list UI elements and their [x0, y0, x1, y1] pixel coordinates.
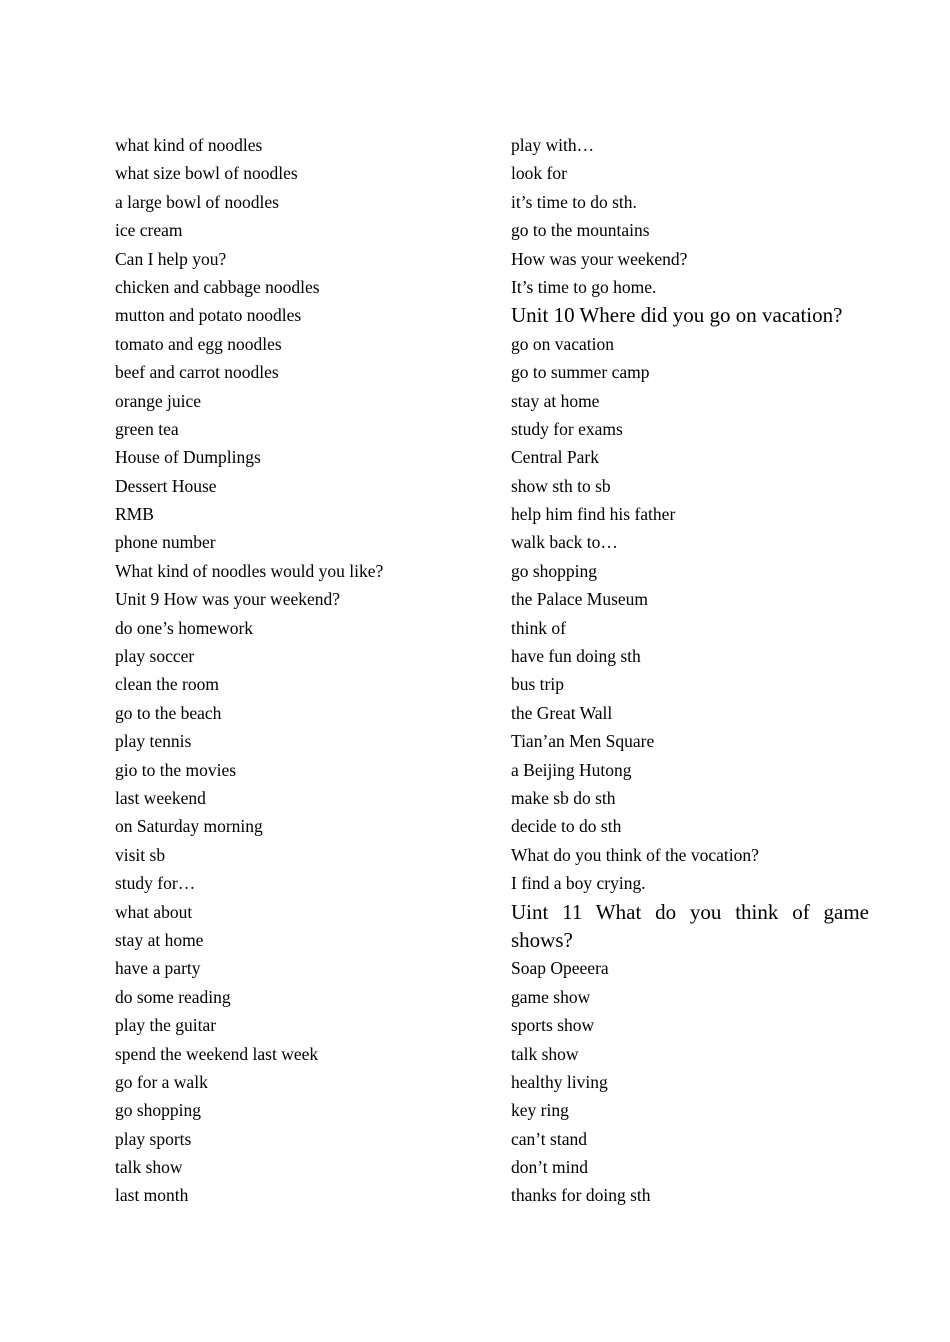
phrase-line: bus trip	[511, 674, 564, 695]
phrase-line: visit sb	[115, 844, 166, 865]
phrase-line: last weekend	[115, 787, 206, 808]
phrase-line: sports show	[511, 1015, 595, 1036]
phrase-line: on Saturday morning	[115, 816, 263, 837]
phrase-line: the Great Wall	[511, 702, 613, 723]
phrase-line: gio to the movies	[115, 759, 237, 780]
right-group-before-unit10	[511, 131, 869, 301]
phrase-line: do one’s homework	[115, 617, 254, 638]
phrase-line: have fun doing sth	[511, 646, 641, 667]
phrase-line: Unit 9 How was your weekend?	[115, 589, 341, 610]
phrase-line: last month	[115, 1185, 189, 1206]
unit11-heading: Uint 11 What do you think of game shows?	[511, 899, 869, 952]
phrase-line: ice cream	[115, 220, 183, 241]
phrase-line: green tea	[115, 418, 179, 439]
phrase-line: what size bowl of noodles	[115, 163, 298, 184]
phrase-line: healthy living	[511, 1071, 608, 1092]
phrase-line: Tian’an Men Square	[511, 731, 655, 752]
phrase-line: talk show	[511, 1043, 579, 1064]
phrase-line: what about	[115, 901, 193, 922]
phrase-line: the Palace Museum	[511, 589, 649, 610]
phrase-line: it’s time to do sth.	[511, 191, 637, 212]
phrase-line: help him find his father	[511, 504, 676, 525]
phrase-line: thanks for doing sth	[511, 1185, 651, 1206]
phrase-line: don’t mind	[511, 1157, 588, 1178]
phrase-line: I find a boy crying.	[511, 873, 646, 894]
phrase-line: go to the beach	[115, 702, 222, 723]
phrase-line: play the guitar	[115, 1015, 217, 1036]
phrase-line: play with…	[511, 135, 595, 155]
phrase-line: play sports	[115, 1128, 192, 1149]
phrase-line: a large bowl of noodles	[115, 191, 279, 212]
phrase-line: go for a walk	[115, 1071, 208, 1092]
phrase-line: It’s time to go home.	[511, 276, 657, 297]
phrase-line: play tennis	[115, 731, 192, 752]
phrase-line: House of Dumplings	[115, 447, 261, 468]
phrase-line: show sth to sb	[511, 475, 611, 496]
phrase-line: Soap Opeeera	[511, 958, 609, 979]
phrase-line: go shopping	[511, 560, 598, 581]
phrase-line: go shopping	[115, 1100, 202, 1121]
phrase-line: orange juice	[115, 390, 201, 411]
phrase-line: RMB	[115, 504, 154, 525]
unit10-heading: Unit 10 Where did you go on vacation?	[511, 303, 843, 328]
phrase-line: go on vacation	[511, 333, 615, 354]
phrase-line: decide to do sth	[511, 816, 622, 837]
phrase-line: How was your weekend?	[511, 248, 688, 269]
right-group-unit11	[511, 954, 869, 1210]
phrase-line: make sb do sth	[511, 787, 616, 808]
phrase-line: have a party	[115, 958, 201, 979]
phrase-line: What kind of noodles would you like?	[115, 560, 384, 581]
phrase-line: study for…	[115, 873, 196, 894]
phrase-line: go to the mountains	[511, 220, 650, 241]
phrase-line: what kind of noodles	[115, 135, 263, 155]
phrase-line: beef and carrot noodles	[115, 362, 279, 383]
phrase-line: game show	[511, 986, 591, 1007]
phrase-line: clean the room	[115, 674, 219, 695]
phrase-line: play soccer	[115, 646, 195, 667]
phrase-line: can’t stand	[511, 1128, 587, 1149]
phrase-line: look for	[511, 163, 567, 184]
phrase-line: What do you think of the vocation?	[511, 844, 759, 865]
phrase-line: talk show	[115, 1157, 183, 1178]
phrase-line: spend the weekend last week	[115, 1043, 319, 1064]
phrase-line: think of	[511, 617, 566, 638]
phrase-line: Can I help you?	[115, 248, 227, 269]
phrase-line: stay at home	[511, 390, 600, 411]
phrase-line: stay at home	[115, 929, 204, 950]
left-column	[115, 131, 475, 1210]
phrase-line: chicken and cabbage noodles	[115, 276, 320, 297]
phrase-line: phone number	[115, 532, 216, 553]
phrase-line: a Beijing Hutong	[511, 759, 632, 780]
phrase-line: study for exams	[511, 418, 623, 439]
phrase-line: Central Park	[511, 447, 599, 468]
phrase-line: do some reading	[115, 986, 231, 1007]
right-column	[511, 131, 869, 1210]
phrase-line: go to summer camp	[511, 362, 650, 383]
phrase-line: walk back to…	[511, 532, 618, 553]
phrase-line: mutton and potato noodles	[115, 305, 302, 326]
phrase-line: Dessert House	[115, 475, 217, 496]
phrase-line: key ring	[511, 1100, 569, 1121]
right-group-unit10	[511, 330, 869, 898]
phrase-line: tomato and egg noodles	[115, 333, 282, 354]
